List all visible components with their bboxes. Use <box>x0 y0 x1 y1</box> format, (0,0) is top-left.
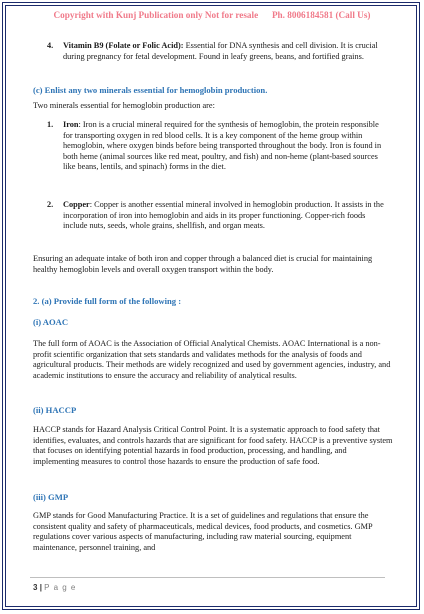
footer-divider <box>30 577 385 578</box>
page-footer <box>33 583 76 592</box>
gmp-text: GMP stands for Good Manufacturing Practice. It is a set of guidelines and regulations that ensure the consistent quality and safety of pharmaceuticals, medical devices, food products, and cosmetics. GMP regulations cover various aspects of manufacturing, including raw material sourcing, equipment maintenance, personnel training, and <box>33 511 373 552</box>
section-heading-haccp: (ii) HACCP <box>33 405 77 415</box>
item-title: Vitamin B9 (Folate or Folic Acid): <box>63 41 184 50</box>
copyright-text: Copyright with Kunj Publication only Not for resale <box>53 10 259 20</box>
list-body <box>63 120 388 173</box>
aoac-text: The full form of AOAC is the Association of Official Analytical Chemists. AOAC International is a non-profit scientific organization that sets standards and validates methods for the analysis of foods and agricultural products. Their methods are widely recognized and used by government agencies, industry, and academic institutions to ensure the accuracy and reliability of analytical results. <box>33 339 391 380</box>
item-title: Copper <box>63 200 90 209</box>
question-heading-c: (c) Enlist any two minerals essential for hemoglobin production. <box>33 85 268 95</box>
list-body <box>63 200 388 232</box>
section-heading-gmp: (iii) GMP <box>33 492 69 502</box>
haccp-text: HACCP stands for Hazard Analysis Critical Control Point. It is a systematic approach to food safety that identifies, evaluates, and controls hazards that are significant for food safety. HACCP is a preventive system that focuses on identifying potential hazards in food production, processing, and handling, and implementing measures to control those hazards to ensure the production of safe food. <box>33 425 393 466</box>
footer-separator: | <box>39 583 42 592</box>
item-text: : Copper is another essential mineral involved in hemoglobin production. It assists in the incorporation of iron into hemoglobin and aids in its proper functioning. Copper-rich foods include nuts, seeds, whole grains, shellfish, and organ meats. <box>63 200 384 231</box>
copyright-header <box>0 10 424 20</box>
page-label: P a g e <box>44 583 77 592</box>
intro-text: Two minerals essential for hemoglobin production are: <box>33 101 215 110</box>
summary-text: Ensuring an adequate intake of both iron and copper through a balanced diet is crucial for maintaining healthy hemoglobin levels and overall oxygen transport within the body. <box>33 254 373 274</box>
list-body <box>63 41 388 62</box>
page-number: 3 <box>33 583 38 592</box>
question-heading-2a: 2. (a) Provide full form of the following : <box>33 296 182 306</box>
item-text: Essential for DNA synthesis and cell division. It is crucial during pregnancy for fetal development. Found in leafy greens, beans, and fortified grains. <box>63 41 378 61</box>
item-text: : Iron is a crucial mineral required for the synthesis of hemoglobin, the protein responsible for transporting oxygen in red blood cells. It is a key component of the heme group within hemoglobin, where oxygen binds before being transported throughout the body. Iron is found in both heme (animal sources like red meat, poultry, and fish) and non-heme (plant-based sources like beans, lentils, and spinach) forms in the diet. <box>63 120 382 172</box>
list-number: 2. <box>47 200 54 209</box>
item-title: Iron <box>63 120 79 129</box>
phone-text: Ph. 8006184581 (Call Us) <box>271 10 371 20</box>
section-heading-aoac: (i) AOAC <box>33 317 69 327</box>
list-number: 4. <box>47 41 54 50</box>
list-number: 1. <box>47 120 54 129</box>
